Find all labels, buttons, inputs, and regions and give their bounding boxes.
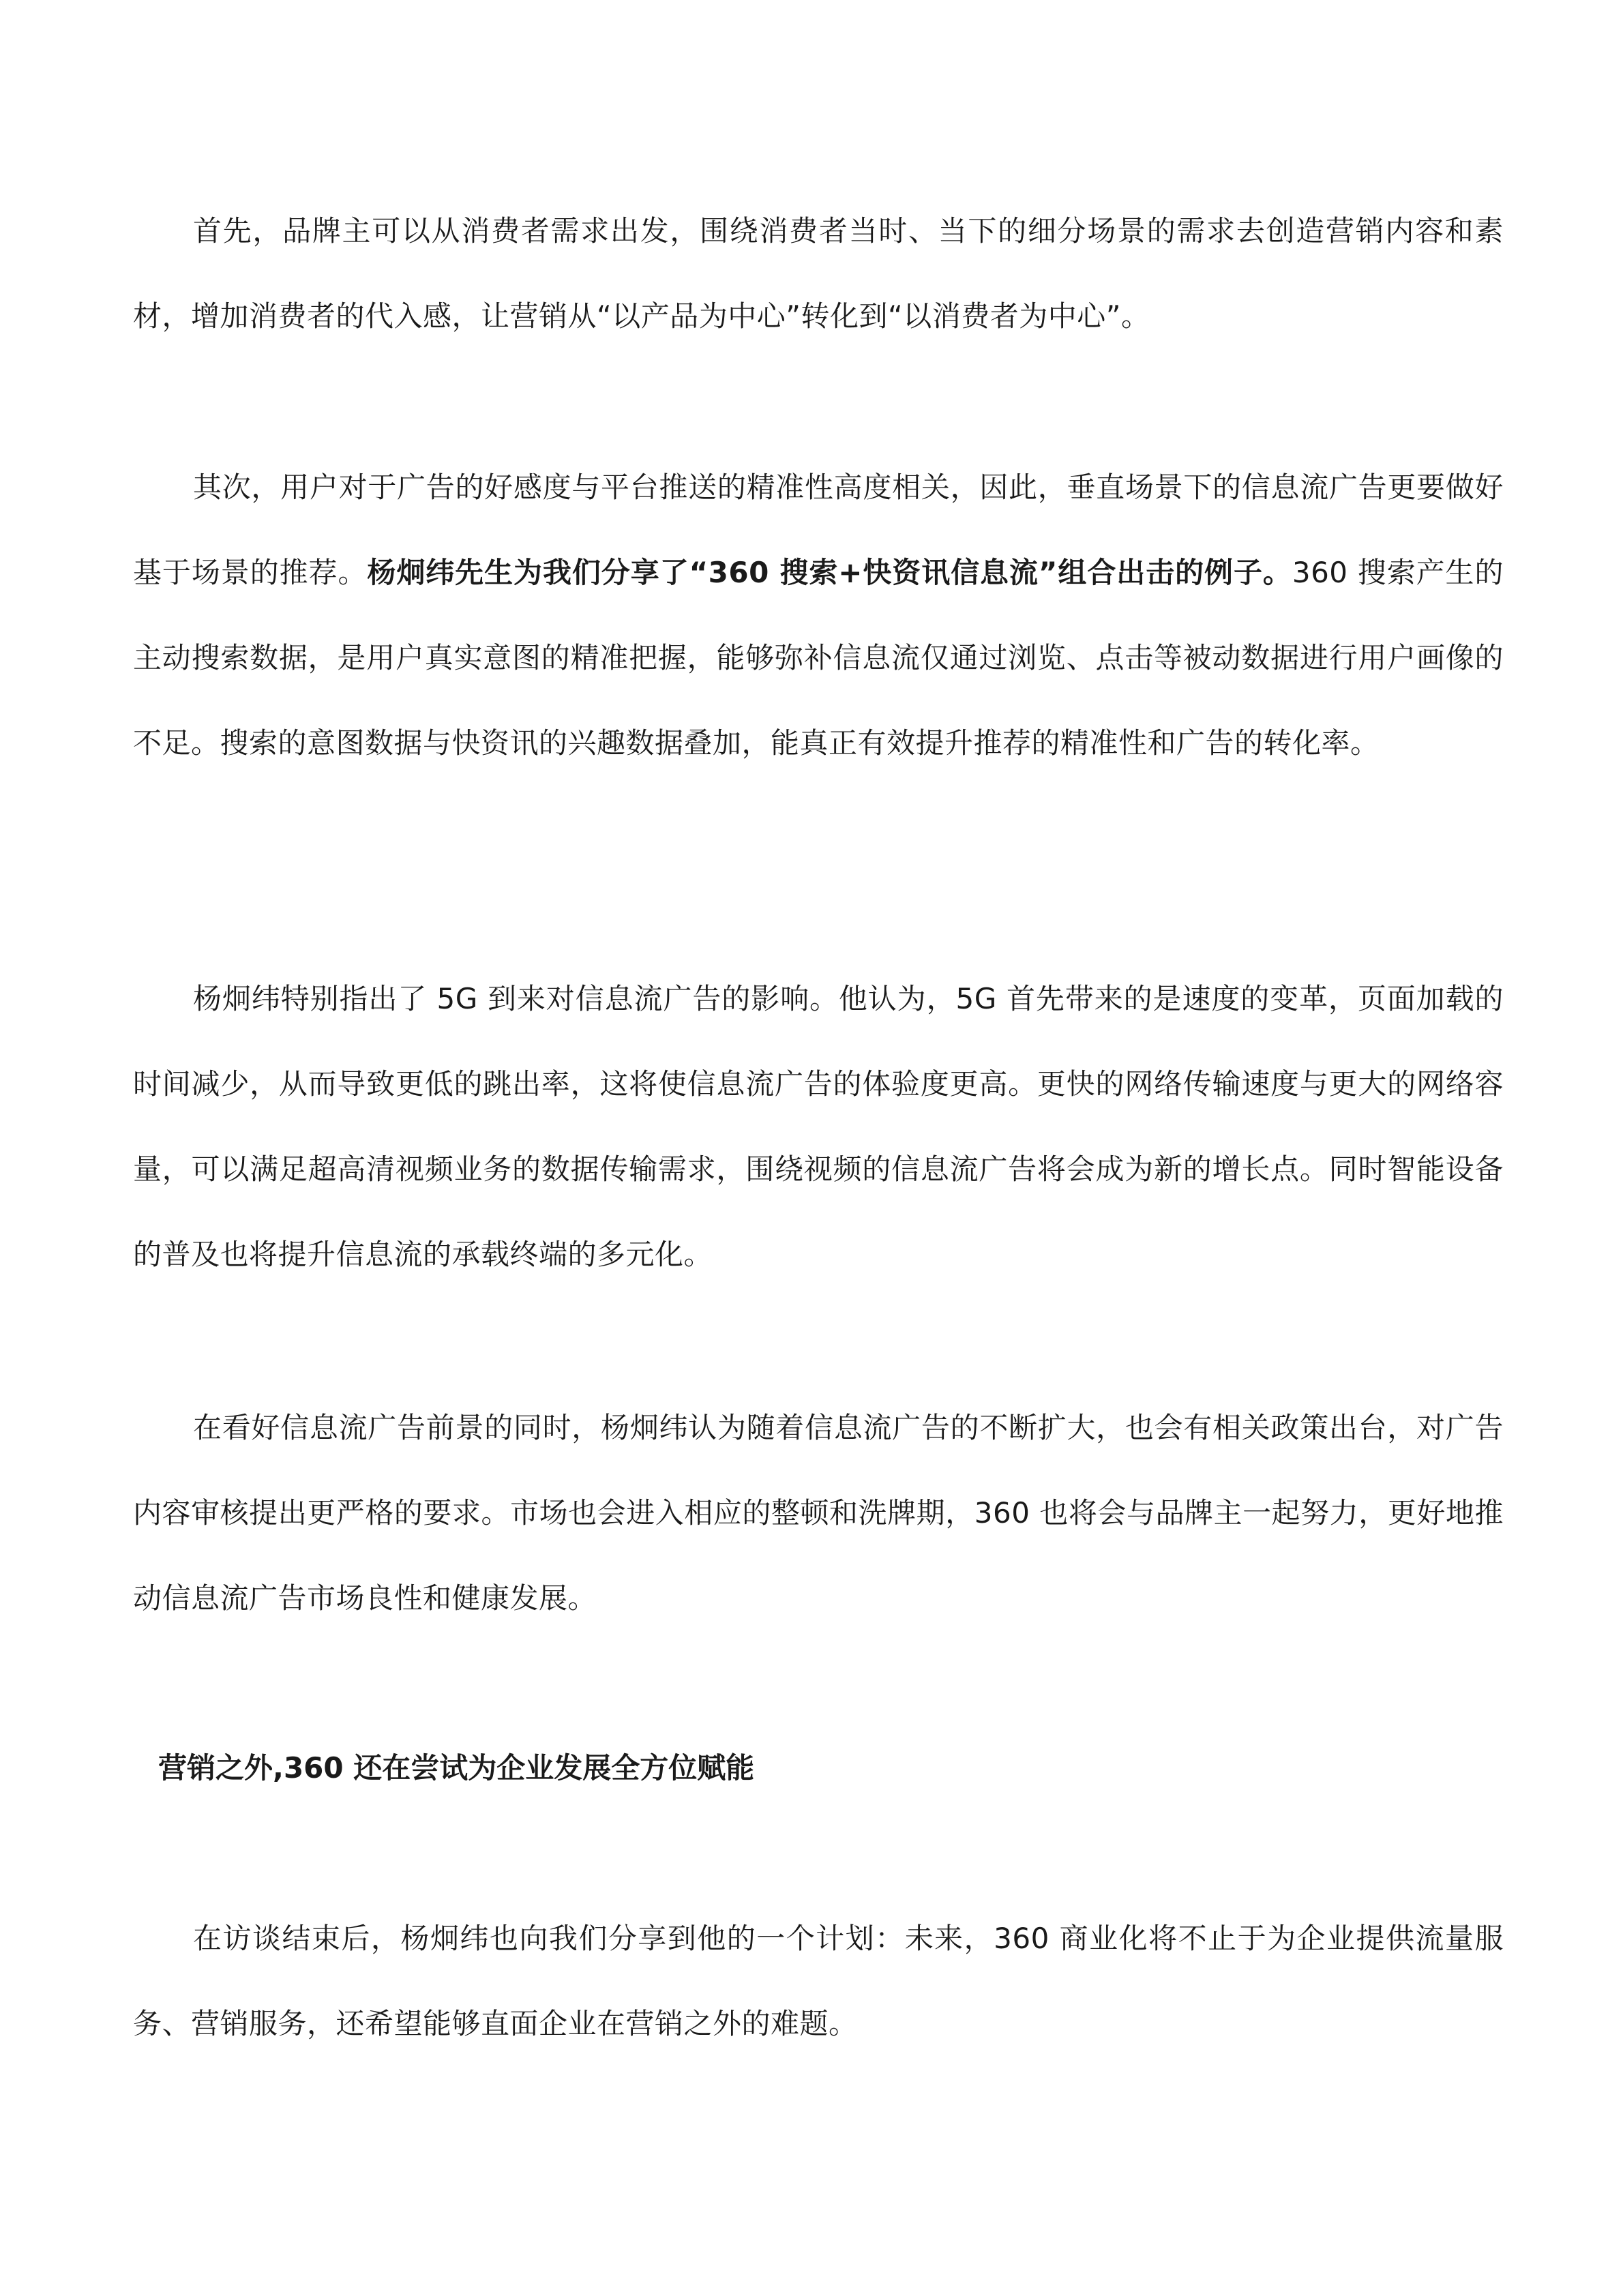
bold-highlight: 杨炯纬先生为我们分享了“360 搜索+快资讯信息流”组合出击的例子。 <box>367 556 1292 589</box>
paragraph-text: 360 搜索产生的主动搜索数据，是用户真实意图的精准把握，能够弥补信息流仅通过浏览、点击等被动数据进行用户画像的不足。搜索的意图数据与快资讯的兴趣数据叠加，能真正有效提升推荐的精准性和广告的转化率。 <box>133 556 1504 760</box>
paragraph-future-plan: 在访谈结束后，杨炯纬也向我们分享到他的一个计划：未来，360 商业化将不止于为企业提供流量服务、营销服务，还希望能够直面企业在营销之外的难题。 <box>133 1922 1504 2040</box>
paragraph-search-feed-example <box>133 445 1504 786</box>
paragraph-5g-impact: 杨炯纬特别指出了 5G 到来对信息流广告的影响。他认为，5G 首先带来的是速度的变革，页面加载的时间减少，从而导致更低的跳出率，这将使信息流广告的体验度更高。更快的网络传输速度与更大的网络容量，可以满足超高清视频业务的数据传输需求，围绕视频的信息流广告将会成为新的增长点。同时智能设备的普及也将提升信息流的承载终端的多元化。 <box>133 982 1504 1271</box>
section-heading: 营销之外,360 还在尝试为企业发展全方位赋能 <box>158 1751 755 1785</box>
paragraph-text: 其次，用户对于广告的好感度与平台推送的精准性高度相关，因此，垂直场景下的信息流广告更要做好基于场景的推荐。 <box>133 471 1504 589</box>
paragraph-regulation-outlook: 在看好信息流广告前景的同时，杨炯纬认为随着信息流广告的不断扩大，也会有相关政策出台，对广告内容审核提出更严格的要求。市场也会进入相应的整顿和洗牌期，360 也将会与品牌主一起努力，更好地推动信息流广告市场良性和健康发展。 <box>133 1411 1504 1615</box>
paragraph-brand-scenario: 首先，品牌主可以从消费者需求出发，围绕消费者当时、当下的细分场景的需求去创造营销内容和素材，增加消费者的代入感，让营销从“以产品为中心”转化到“以消费者为中心”。 <box>133 214 1504 333</box>
